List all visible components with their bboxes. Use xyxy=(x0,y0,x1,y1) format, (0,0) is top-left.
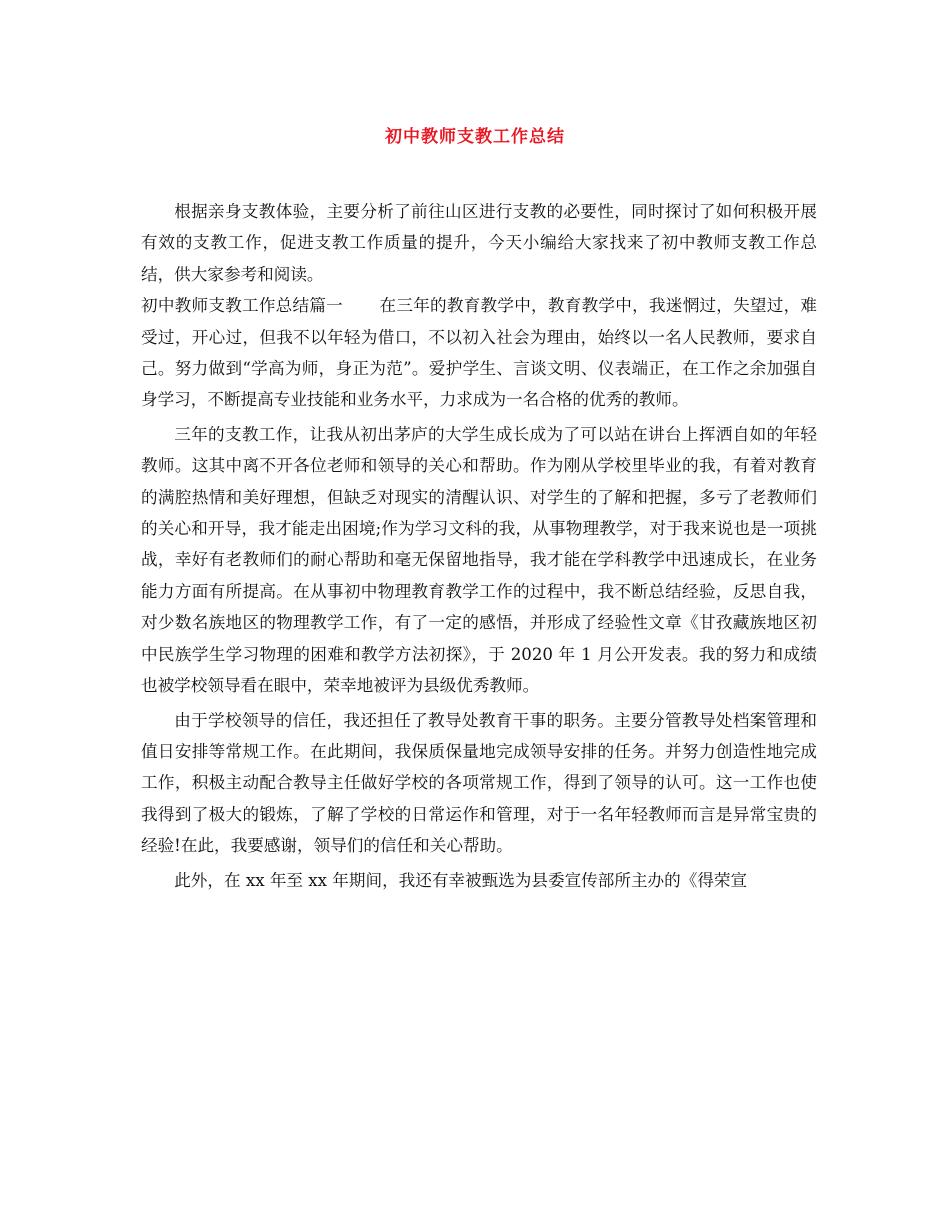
paragraph-3: 由于学校领导的信任，我还担任了教导处教育干事的职务。主要分管教导处档案管理和值日安排等常规工作。在此期间，我保质保量地完成领导安排的任务。并努力创造性地完成工作，积极主动配合教导主任做好学校的各项常规工作，得到了领导的认可。这一工作也使我得到了极大的锻炼，了解了学校的日常运作和管理，对于一名年轻教师而言是异常宝贵的经验!在此，我要感谢，领导们的信任和关心帮助。 xyxy=(141,710,817,856)
section-heading: 初中教师支教工作总结篇一 xyxy=(141,296,344,316)
paragraph-2: 三年的支教工作，让我从初出茅庐的大学生成长成为了可以站在讲台上挥洒自如的年轻教师。这其中离不开各位老师和领导的关心和帮助。作为刚从学校里毕业的我，有着对教育的满腔热情和美好理想，但缺乏对现实的清醒认识、对学生的了解和把握，多亏了老教师们的关心和开导，我才能走出困境;作为学习文科的我，从事物理教学，对于我来说也是一项挑战，幸好有老教师们的耐心帮助和毫无保留地指导，我才能在学科教学中迅速成长，在业务能力方面有所提高。在从事初中物理教育教学工作的过程中，我不断总结经验，反思自我，对少数名族地区的物理教学工作，有了一定的感悟，并形成了经验性文章《甘孜藏族地区初中民族学生学习物理的困难和教学方法初探》，于 2020 年 1 月公开发表。我的努力和成绩也被学校领导看在眼中，荣幸地被评为县级优秀教师。 xyxy=(141,424,817,696)
paragraph-4: 此外，在 xx 年至 xx 年期间，我还有幸被甄选为县委宣传部所主办的《得荣宣 xyxy=(174,870,748,890)
document-title: 初中教师支教工作总结 xyxy=(385,127,565,147)
document-body xyxy=(141,196,817,896)
section-paragraph-1 xyxy=(141,290,817,416)
intro-paragraph: 根据亲身支教体验，主要分析了前往山区进行支教的必要性，同时探讨了如何积极开展有效的支教工作，促进支教工作质量的提升，今天小编给大家找来了初中教师支教工作总结，供大家参考和阅读。 xyxy=(141,202,817,284)
paragraph-1-text: 在三年的教育教学中，教育教学中，我迷惘过，失望过，难受过，开心过，但我不以年轻为借口，不以初入社会为理由，始终以一名人民教师，要求自己。努力做到“学高为师，身正为范”。爱护学生、言谈文明、仪表端正，在工作之余加强自身学习，不断提高专业技能和业务水平，力求成为一名合格的优秀的教师。 xyxy=(141,296,818,410)
